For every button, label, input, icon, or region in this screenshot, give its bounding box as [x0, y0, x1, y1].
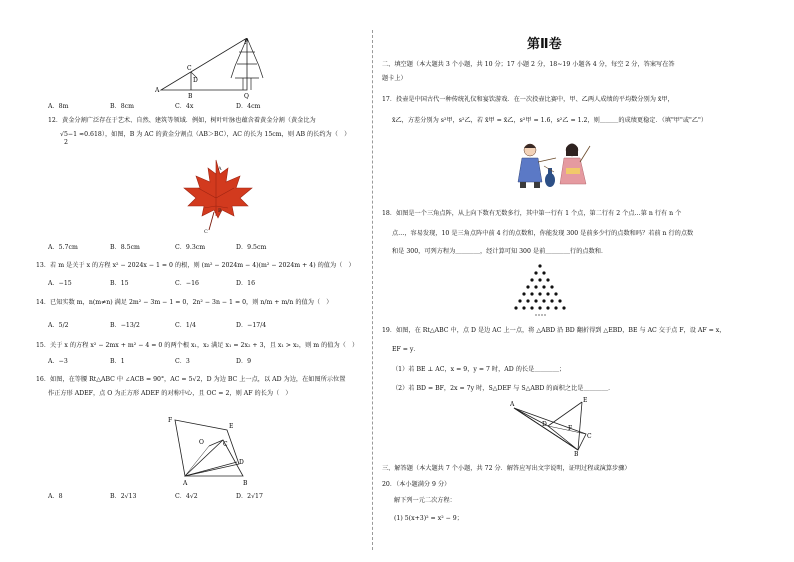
q17-text-line1: 17．投壶是中国古代一种传统礼仪和宴饮游戏．在一次投壶比赛中，甲、乙两人成绩的平均数分别为 x̄甲，: [382, 96, 674, 103]
q16-label-f: F: [168, 417, 173, 424]
q11-label-d: D: [193, 77, 198, 84]
q11-label-c: C: [187, 65, 192, 72]
q20-title: 20．（本小题满分 9 分）: [382, 481, 451, 488]
q11-label-p: P: [244, 39, 249, 46]
q19-sub2: （2）若 BD = BF，2x = 7y 时，S△DEF 与 S△ABD 的面积之比是＿＿＿＿．: [392, 385, 615, 392]
q19-label-b: B: [574, 451, 579, 456]
q19-label-d: D: [542, 421, 547, 428]
q13-text: 13．若 m 是关于 x 的方程 x² − 2024x − 1 = 0 的根，则 (m² − 2024m − 4)(m² − 2024m + 4) 的值为（ ）: [36, 262, 355, 269]
q18-text-line1: 18．如图是一个三角点阵，从上向下数有无数多行，其中第一行有 1 个点，第二行有 2 个点…第 n 行有 n 个: [382, 210, 682, 217]
q16-option-b: B．2√13: [110, 493, 137, 500]
q11-tree-shadow-figure: [155, 38, 275, 100]
q12-option-c: C．9.3cm: [175, 244, 206, 251]
q16-label-b: B: [243, 480, 248, 487]
left-column: [0, 0, 375, 562]
section-title: 第Ⅱ卷: [527, 37, 562, 52]
q14-option-b: B．−13/2: [110, 322, 140, 329]
q11-label-q: Q: [244, 93, 249, 100]
q16-label-e: E: [229, 423, 234, 430]
q16-label-d: D: [239, 459, 244, 466]
q11-label-a: A: [155, 87, 160, 94]
section2-heading-line1: 二、填空题（本大题共 3 个小题，共 10 分；17 小题 2 分，18~19 小题各 4 分，每空 2 分，答案写在答: [382, 61, 675, 68]
q12-text-line2: √5−1 ≈0.618），如图，B 为 AC 的黄金分割点（AB＞BC），AC 的长为 15cm，则 AB 的长约为（ ）: [60, 131, 351, 138]
q13-option-c: C．−16: [175, 280, 199, 287]
q16-label-o: O: [199, 439, 204, 446]
q18-text-line2: 点…，容易发现，10 是三角点阵中前 4 行的点数和，你能发现 300 是前多少行的点数和吗？若前 n 行的点数: [392, 230, 694, 237]
section2-heading-line2: 题卡上）: [382, 75, 407, 82]
q16-label-a: A: [183, 480, 188, 487]
q18-triangle-dot-array: [508, 263, 572, 319]
q14-option-a: A．5/2: [48, 322, 69, 329]
q12-label-a: A: [218, 166, 222, 172]
q16-option-a: A．8: [48, 493, 63, 500]
q12-label-b: B: [218, 208, 222, 214]
q11-option-a: A．8m: [48, 103, 69, 110]
q12-option-b: B．8.5cm: [110, 244, 140, 251]
q20-intro: 解下列一元二次方程：: [394, 497, 456, 504]
q18-text-line3: 和是 300，可列方程为＿＿＿＿，经计算可知 300 是前＿＿＿＿行的点数和．: [392, 248, 608, 255]
q14-text: 14．已知实数 m，n(m≠n) 满足 2m² − 3m − 1 = 0，2n² − 3n − 1 = 0，则 n/m + m/n 的值为（ ）: [36, 299, 333, 306]
q15-option-c: C．3: [175, 358, 190, 365]
q19-fold-triangle-figure: [510, 396, 594, 456]
q12-fraction-denominator: 2: [64, 139, 68, 146]
q11-option-c: C．4x: [175, 103, 194, 110]
q20-equation-1: (1) 5(x+3)² = x² − 9；: [394, 515, 463, 522]
q15-option-d: D．9: [236, 358, 252, 365]
q19-text-line1: 19．如图，在 Rt△ABC 中，点 D 是边 AC 上一点，将 △ABD 沿 BD 翻折得到 △EBD，BE 与 AC 交于点 F，设 AF = x，: [382, 327, 726, 334]
q13-option-b: B．15: [110, 280, 129, 287]
q16-text-line2: 作正方形 ADEF，点 O 为正方形 ADEF 的对称中心，且 OC = 2，则 AF 的长为（ ）: [48, 390, 292, 397]
q16-label-c: C: [223, 441, 228, 448]
q12-text-line1: 12．黄金分割广泛存在于艺术、自然、建筑等领域．例如，树叶叶脉也蕴含着黄金分割（黄金比为: [48, 117, 316, 124]
q17-touhu-illustration: [510, 138, 594, 194]
q19-label-c: C: [587, 433, 592, 440]
q15-option-a: A．−3: [48, 358, 68, 365]
q12-maple-leaf-figure: [176, 158, 256, 234]
q13-option-a: A．−15: [48, 280, 72, 287]
q19-sub1: （1）若 BE ⊥ AC，x = 9，y = 7 时，AD 的长是＿＿＿＿；: [392, 366, 566, 373]
q12-label-c: C: [204, 229, 208, 234]
q14-option-d: D．−17/4: [236, 322, 267, 329]
q16-square-triangle-figure: [165, 412, 265, 488]
q11-label-b: B: [188, 93, 193, 100]
q14-option-c: C．1/4: [175, 322, 196, 329]
q12-option-d: D．9.5cm: [236, 244, 267, 251]
q16-option-c: C．4√2: [175, 493, 198, 500]
q15-option-b: B．1: [110, 358, 125, 365]
q19-label-a: A: [510, 401, 515, 408]
q15-text: 15．关于 x 的方程 x² − 2mx + m² − 4 = 0 的两个根 x₁，x₂ 满足 x₁ = 2x₂ + 3，且 x₁ > x₂，则 m 的值为（ ）: [36, 342, 359, 349]
q16-text-line1: 16．如图，在等腰 Rt△ABC 中 ∠ACB = 90°，AC = 5√2，D 为边 BC 上一点，以 AD 为边，在如图所示位置: [36, 376, 346, 383]
q11-option-d: D．4cm: [236, 103, 261, 110]
section3-heading: 三、解答题（本大题共 7 个小题，共 72 分．解答应写出文字说明，证明过程或演算步骤）: [382, 465, 631, 472]
q19-text-line2: EF = y．: [392, 346, 420, 353]
q19-label-e: E: [583, 397, 588, 404]
q17-text-line2: x̄乙，方差分别为 s²甲，s²乙，若 x̄甲 = x̄乙，s²甲 = 1.6，s²乙 = 1.2，则＿＿＿的成绩更稳定．（填"甲"或"乙"）: [392, 117, 708, 124]
q19-label-f: F: [568, 425, 573, 432]
q13-option-d: D．16: [236, 280, 256, 287]
q16-option-d: D．2√17: [236, 493, 263, 500]
right-column: [378, 0, 794, 562]
q12-option-a: A．5.7cm: [48, 244, 78, 251]
q11-option-b: B．8cm: [110, 103, 135, 110]
